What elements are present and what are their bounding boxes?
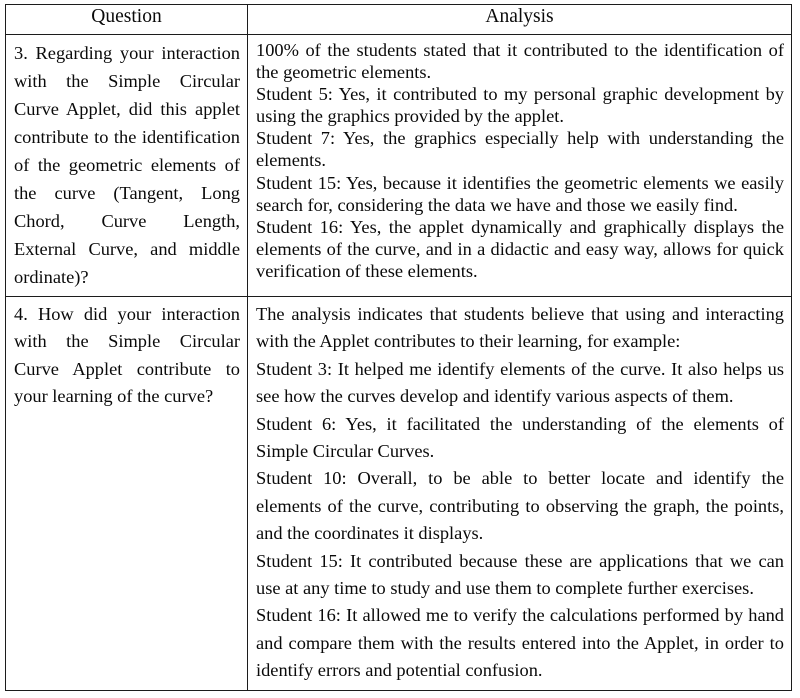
question-cell-4	[6, 297, 248, 691]
question-text-4: 4. How did your interaction with the Simple Circular Curve Applet contribute to your learning of the curve?	[14, 304, 240, 407]
analysis-cell-3	[248, 35, 792, 297]
analysis-paragraph: The analysis indicates that students believe that using and interacting with the Applet contributes to their learning, for example:	[256, 304, 784, 352]
table-header-row	[6, 5, 792, 35]
qa-table	[5, 4, 792, 691]
column-header-question: Question	[6, 5, 248, 35]
table-header	[6, 5, 792, 35]
analysis-paragraph: Student 16: Yes, the applet dynamically and graphically displays the elements of the curve, and in a didactic and easy way, allows for quick verification of these elements.	[256, 216, 784, 281]
question-text-3: 3. Regarding your interaction with the Simple Circular Curve Applet, did this applet contribute to the identification of the geometric elements of the curve (Tangent, Long Chord, Curve Length, External Curve, and middle ordinate)?	[14, 43, 240, 287]
analysis-paragraph: Student 5: Yes, it contributed to my personal graphic development by using the graphics provided by the applet.	[256, 84, 784, 127]
analysis-paragraph: Student 15: It contributed because these are applications that we can use at any time to study and use them to complete further exercises.	[256, 550, 784, 599]
table-body	[6, 35, 792, 691]
question-cell-3	[6, 35, 248, 297]
analysis-paragraph: Student 16: It allowed me to verify the calculations performed by hand and compare them with the results entered into the Applet, in order to identify errors and potential confusion.	[256, 605, 784, 681]
analysis-paragraph: Student 15: Yes, because it identifies the geometric elements we easily search for, considering the data we have and those we easily find.	[256, 172, 784, 215]
analysis-paragraph: Student 3: It helped me identify elements of the curve. It also helps us see how the curves develop and identify various aspects of them.	[256, 358, 784, 407]
column-header-analysis: Analysis	[248, 5, 792, 35]
analysis-cell-4	[248, 297, 792, 691]
table-row	[6, 35, 792, 297]
table-row	[6, 297, 792, 691]
analysis-paragraph: Student 7: Yes, the graphics especially help with understanding the elements.	[256, 128, 784, 171]
analysis-paragraph: Student 10: Overall, to be able to better locate and identify the elements of the curve, contributing to observing the graph, the points, and the coordinates it displays.	[256, 468, 784, 544]
analysis-paragraph: 100% of the students stated that it contributed to the identification of the geometric elements.	[256, 40, 784, 83]
analysis-paragraph: Student 6: Yes, it facilitated the understanding of the elements of Simple Circular Curves.	[256, 413, 784, 462]
